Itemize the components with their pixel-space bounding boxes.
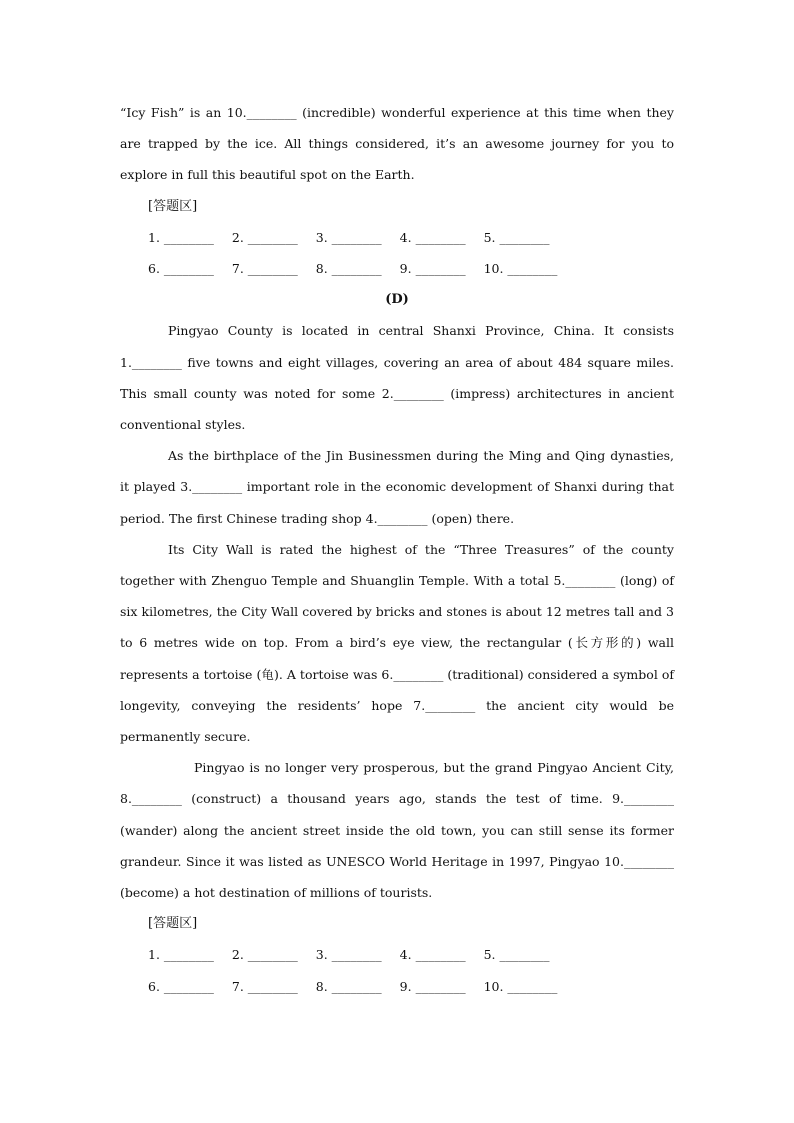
answer-area-label-c: [答题区]	[148, 198, 198, 214]
document-page	[120, 97, 674, 1002]
passage-d-paragraph-2: As the birthplace of the Jin Businessmen during the Ming and Qing dynasties, it played 3.________ important role in the economic development of Shanxi during that period. The first Chinese trading shop 4.________ (open) there.	[120, 448, 674, 526]
section-title-d: (D)	[385, 292, 409, 308]
passage-d-paragraph-3: Its City Wall is rated the highest of the “Three Treasures” of the county together with Zhenguo Temple and Shuanglin Temple. With a total 5.________ (long) of six kilometres, the City Wall covered by bricks and stones is about 12 metres tall and 3 to 6 metres wide on top. From a bird’s eye view, the rectangular (长方形的) wall represents a tortoise (龟). A tortoise was 6.________ (traditional) considered a symbol of longevity, conveying the residents’ hope 7.________ the ancient city would be permanently secure.	[120, 541, 674, 745]
answer-blank[interactable]: 3. ________	[315, 229, 382, 245]
answer-blank[interactable]: 3. ________	[315, 947, 382, 963]
answer-blank[interactable]: 9. ________	[399, 978, 466, 994]
passage-d-paragraph-1: Pingyao County is located in central Shanxi Province, China. It consists 1.________ five towns and eight villages, covering an area of about 484 square miles. This small county was noted for some 2.________ (impress) architectures in ancient conventional styles.	[120, 323, 674, 433]
answer-row-c-1	[120, 222, 674, 253]
answer-blank[interactable]: 5. ________	[483, 947, 550, 963]
answer-blank[interactable]: 6. ________	[148, 978, 214, 994]
answer-blank[interactable]: 8. ________	[315, 261, 382, 277]
answer-blank[interactable]: 2. ________	[231, 229, 298, 245]
answer-blank[interactable]: 7. ________	[231, 261, 298, 277]
answer-blank[interactable]: 5. ________	[483, 229, 550, 245]
answer-blank[interactable]: 4. ________	[399, 947, 466, 963]
answer-blank[interactable]: 1. ________	[148, 947, 214, 963]
answer-row-c-2	[120, 253, 674, 284]
answer-blank[interactable]: 2. ________	[231, 947, 298, 963]
answer-blank[interactable]: 10. ________	[483, 978, 558, 994]
answer-area-label-d: [答题区]	[148, 916, 198, 932]
answer-blank[interactable]: 4. ________	[399, 229, 466, 245]
answer-blank[interactable]: 7. ________	[231, 978, 298, 994]
answer-blank[interactable]: 6. ________	[148, 261, 214, 277]
passage-d-paragraph-4: Pingyao is no longer very prosperous, but the grand Pingyao Ancient City, 8.________ (construct) a thousand years ago, stands the test of time. 9.________ (wander) along the ancient street inside the old town, you can still sense its former grandeur. Since it was listed as UNESCO World Heritage in 1997, Pingyao 10.________ (become) a hot destination of millions of tourists.	[120, 760, 674, 901]
answer-row-d-2	[120, 971, 674, 1002]
answer-blank[interactable]: 10. ________	[483, 261, 558, 277]
answer-blank[interactable]: 9. ________	[399, 261, 466, 277]
passage-c-closing-paragraph: “Icy Fish” is an 10.________ (incredible) wonderful experience at this time when they are trapped by the ice. All things considered, it’s an awesome journey for you to explore in full this beautiful spot on the Earth.	[120, 105, 674, 183]
answer-blank[interactable]: 8. ________	[315, 978, 382, 994]
answer-row-d-1	[120, 939, 674, 970]
answer-blank[interactable]: 1. ________	[148, 229, 214, 245]
